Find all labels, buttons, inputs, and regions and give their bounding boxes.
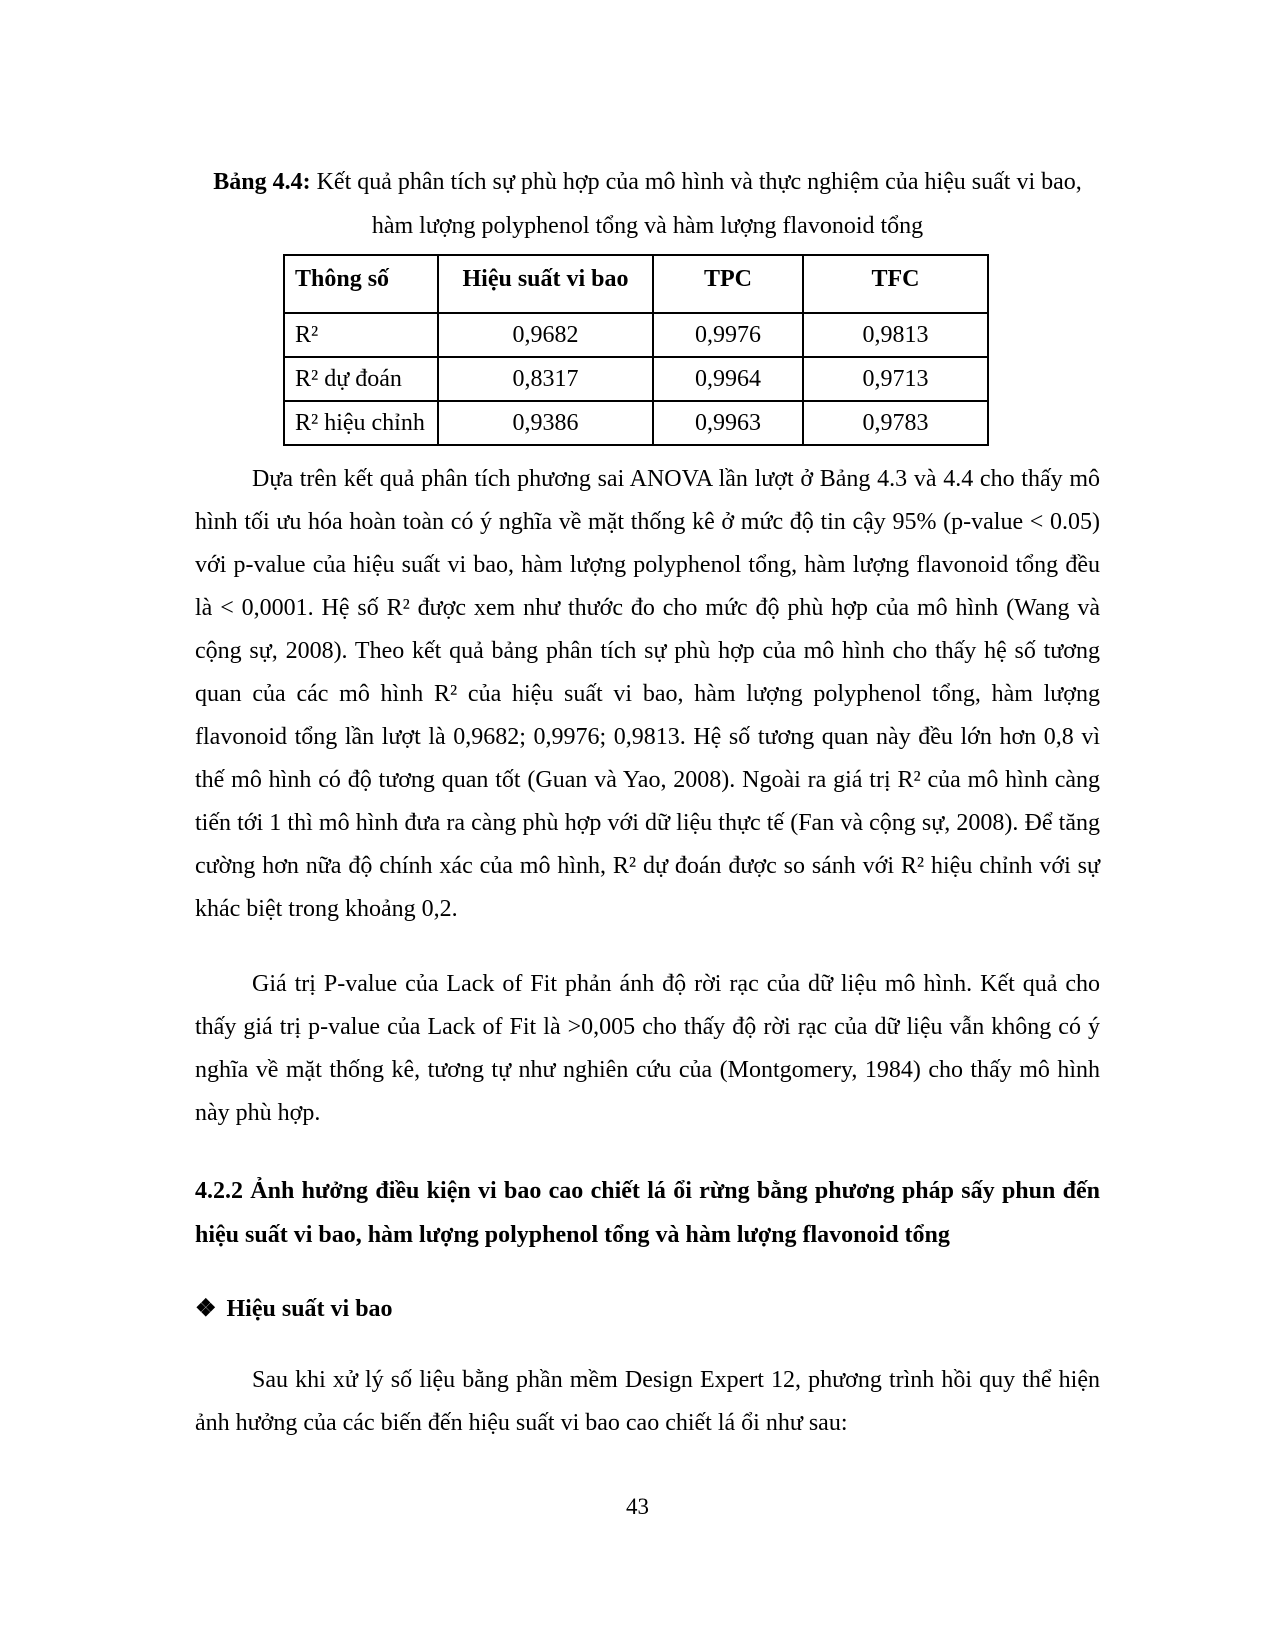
bullet-subheading — [195, 1287, 1100, 1331]
table-cell-r2-label: R² — [284, 313, 438, 357]
table-row — [284, 313, 988, 357]
table-caption-label: Bảng 4.4: — [213, 169, 311, 195]
table-cell: 0,9963 — [653, 401, 803, 445]
table-cell-r2-predicted-label: R² dự đoán — [284, 357, 438, 401]
table-header-yield: Hiệu suất vi bao — [438, 255, 653, 313]
paragraph-lack-of-fit: Giá trị P-value của Lack of Fit phản ánh độ rời rạc của dữ liệu mô hình. Kết quả cho thấy giá trị p-value của Lack of Fit là >0,005 cho thấy độ rời rạc của dữ liệu vẫn không có ý nghĩa về mặt thống kê, tương tự như nghiên cứu của (Montgomery, 1984) cho thấy mô hình này phù hợp. — [195, 971, 1100, 1126]
table-cell: 0,9713 — [803, 357, 988, 401]
table-caption-text: Kết quả phân tích sự phù hợp của mô hình và thực nghiệm của hiệu suất vi bao, hàm lượng polyphenol tổng và hàm lượng flavonoid tổng — [316, 169, 1082, 239]
paragraph-anova-discussion: Dựa trên kết quả phân tích phương sai ANOVA lần lượt ở Bảng 4.3 và 4.4 cho thấy mô hình tối ưu hóa hoàn toàn có ý nghĩa về mặt thống kê ở mức độ tin cậy 95% (p-value < 0.05) với p-value của hiệu suất vi bao, hàm lượng polyphenol tổng, hàm lượng flavonoid tổng đều là < 0,0001. Hệ số R² được xem như thước đo cho mức độ phù hợp của mô hình (Wang và cộng sự, 2008). Theo kết quả bảng phân tích sự phù hợp của mô hình cho thấy hệ số tương quan của các mô hình R² của hiệu suất vi bao, hàm lượng polyphenol tổng, hàm lượng flavonoid tổng lần lượt là 0,9682; 0,9976; 0,9813. Hệ số tương quan này đều lớn hơn 0,8 vì thế mô hình có độ tương quan tốt (Guan và Yao, 2008). Ngoài ra giá trị R² của mô hình càng tiến tới 1 thì mô hình đưa ra càng phù hợp với dữ liệu thực tế (Fan và cộng sự, 2008). Để tăng cường hơn nữa độ chính xác của mô hình, R² dự đoán được so sánh với R² hiệu chỉnh với sự khác biệt trong khoảng 0,2. — [195, 466, 1100, 922]
table-caption — [195, 160, 1100, 248]
table-row — [284, 357, 988, 401]
table-row — [284, 401, 988, 445]
table-cell: 0,9682 — [438, 313, 653, 357]
table-cell: 0,9813 — [803, 313, 988, 357]
page-number: 43 — [626, 1494, 649, 1519]
diamond-bullet-icon: ❖ — [195, 1296, 217, 1322]
table-cell-r2-adjusted-label: R² hiệu chỉnh — [284, 401, 438, 445]
section-heading-4-2-2: 4.2.2 Ảnh hưởng điều kiện vi bao cao chiết lá ổi rừng bằng phương pháp sấy phun đến hiệu suất vi bao, hàm lượng polyphenol tổng và hàm lượng flavonoid tổng — [195, 1178, 1100, 1248]
table-cell: 0,8317 — [438, 357, 653, 401]
table-cell: 0,9386 — [438, 401, 653, 445]
table-header-tfc: TFC — [803, 255, 988, 313]
table-cell: 0,9964 — [653, 357, 803, 401]
table-header-tpc: TPC — [653, 255, 803, 313]
table-cell: 0,9976 — [653, 313, 803, 357]
table-cell: 0,9783 — [803, 401, 988, 445]
subheading-label: Hiệu suất vi bao — [226, 1296, 393, 1322]
results-table — [283, 254, 989, 446]
table-header-param: Thông số — [284, 255, 438, 313]
table-header-row — [284, 255, 988, 313]
paragraph-regression-intro: Sau khi xử lý số liệu bằng phần mềm Design Expert 12, phương trình hồi quy thể hiện ảnh hưởng của các biến đến hiệu suất vi bao cao chiết lá ổi như sau: — [195, 1367, 1100, 1436]
